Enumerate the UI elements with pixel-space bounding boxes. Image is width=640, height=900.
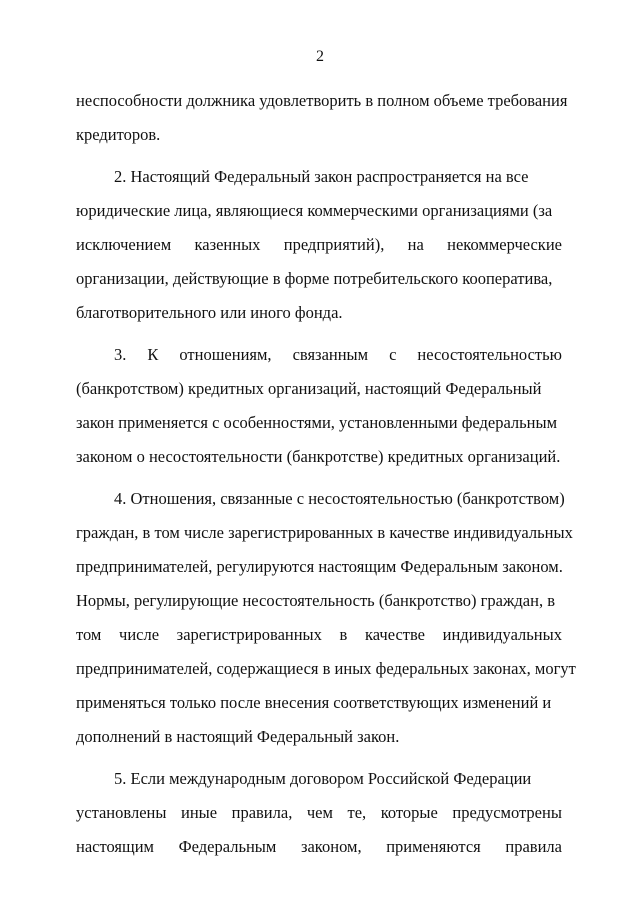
word: индивидуальных <box>442 625 562 644</box>
text-line: кредиторов. <box>76 125 161 144</box>
word: те, <box>347 803 367 822</box>
text-line: дополнений в настоящий Федеральный закон. <box>76 727 400 746</box>
word: зарегистрированных <box>176 625 322 644</box>
text-line: закон применяется с особенностями, установленными федеральным <box>76 413 558 432</box>
word: правила, <box>231 803 293 822</box>
text-line: предпринимателей, регулируются настоящим Федеральным законом. <box>76 557 563 576</box>
text-line <box>76 836 562 858</box>
text-line: граждан, в том числе зарегистрированных в качестве индивидуальных <box>76 523 573 542</box>
word: отношениям, <box>179 345 272 364</box>
text-line: 4. Отношения, связанные с несостоятельностью (банкротством) <box>114 489 565 508</box>
text-line <box>76 802 562 824</box>
word: связанным <box>292 345 369 364</box>
text-line: организации, действующие в форме потребительского кооператива, <box>76 269 553 288</box>
text-line: применяться только после внесения соответствующих изменений и <box>76 693 552 712</box>
word: установлены <box>76 803 167 822</box>
word: которые <box>380 803 438 822</box>
word: законом, <box>300 837 362 856</box>
text-line: благотворительного или иного фонда. <box>76 303 343 322</box>
word: качестве <box>364 625 425 644</box>
word: К <box>147 345 159 364</box>
word: казенных <box>194 235 261 254</box>
word: предприятий), <box>283 235 385 254</box>
page-number: 2 <box>316 48 324 65</box>
word: на <box>407 235 424 254</box>
word: 3. <box>114 345 127 364</box>
word: некоммерческие <box>447 235 562 254</box>
word: предусмотрены <box>452 803 562 822</box>
text-line: юридические лица, являющиеся коммерческими организациями (за <box>76 201 553 220</box>
text-line: законом о несостоятельности (банкротстве) кредитных организаций. <box>76 447 561 466</box>
text-line: неспособности должника удовлетворить в полном объеме требования <box>76 91 568 110</box>
text-line: предпринимателей, содержащиеся в иных федеральных законах, могут <box>76 659 576 678</box>
text-line <box>114 344 562 366</box>
text-line <box>76 234 562 256</box>
word: с <box>389 345 397 364</box>
word: правила <box>505 837 562 856</box>
text-line <box>76 624 562 646</box>
word: чем <box>306 803 333 822</box>
word: Федеральным <box>178 837 277 856</box>
word: в <box>339 625 348 644</box>
word: применяются <box>386 837 481 856</box>
word: числе <box>119 625 160 644</box>
text-line: (банкротством) кредитных организаций, настоящий Федеральный <box>76 379 542 398</box>
word: исключением <box>76 235 172 254</box>
word: том <box>76 625 102 644</box>
word: настоящим <box>76 837 154 856</box>
text-line: Нормы, регулирующие несостоятельность (банкротство) граждан, в <box>76 591 555 610</box>
text-line: 5. Если международным договором Российской Федерации <box>114 769 532 788</box>
word: несостоятельностью <box>417 345 562 364</box>
text-line: 2. Настоящий Федеральный закон распространяется на все <box>114 167 529 186</box>
word: иные <box>180 803 218 822</box>
